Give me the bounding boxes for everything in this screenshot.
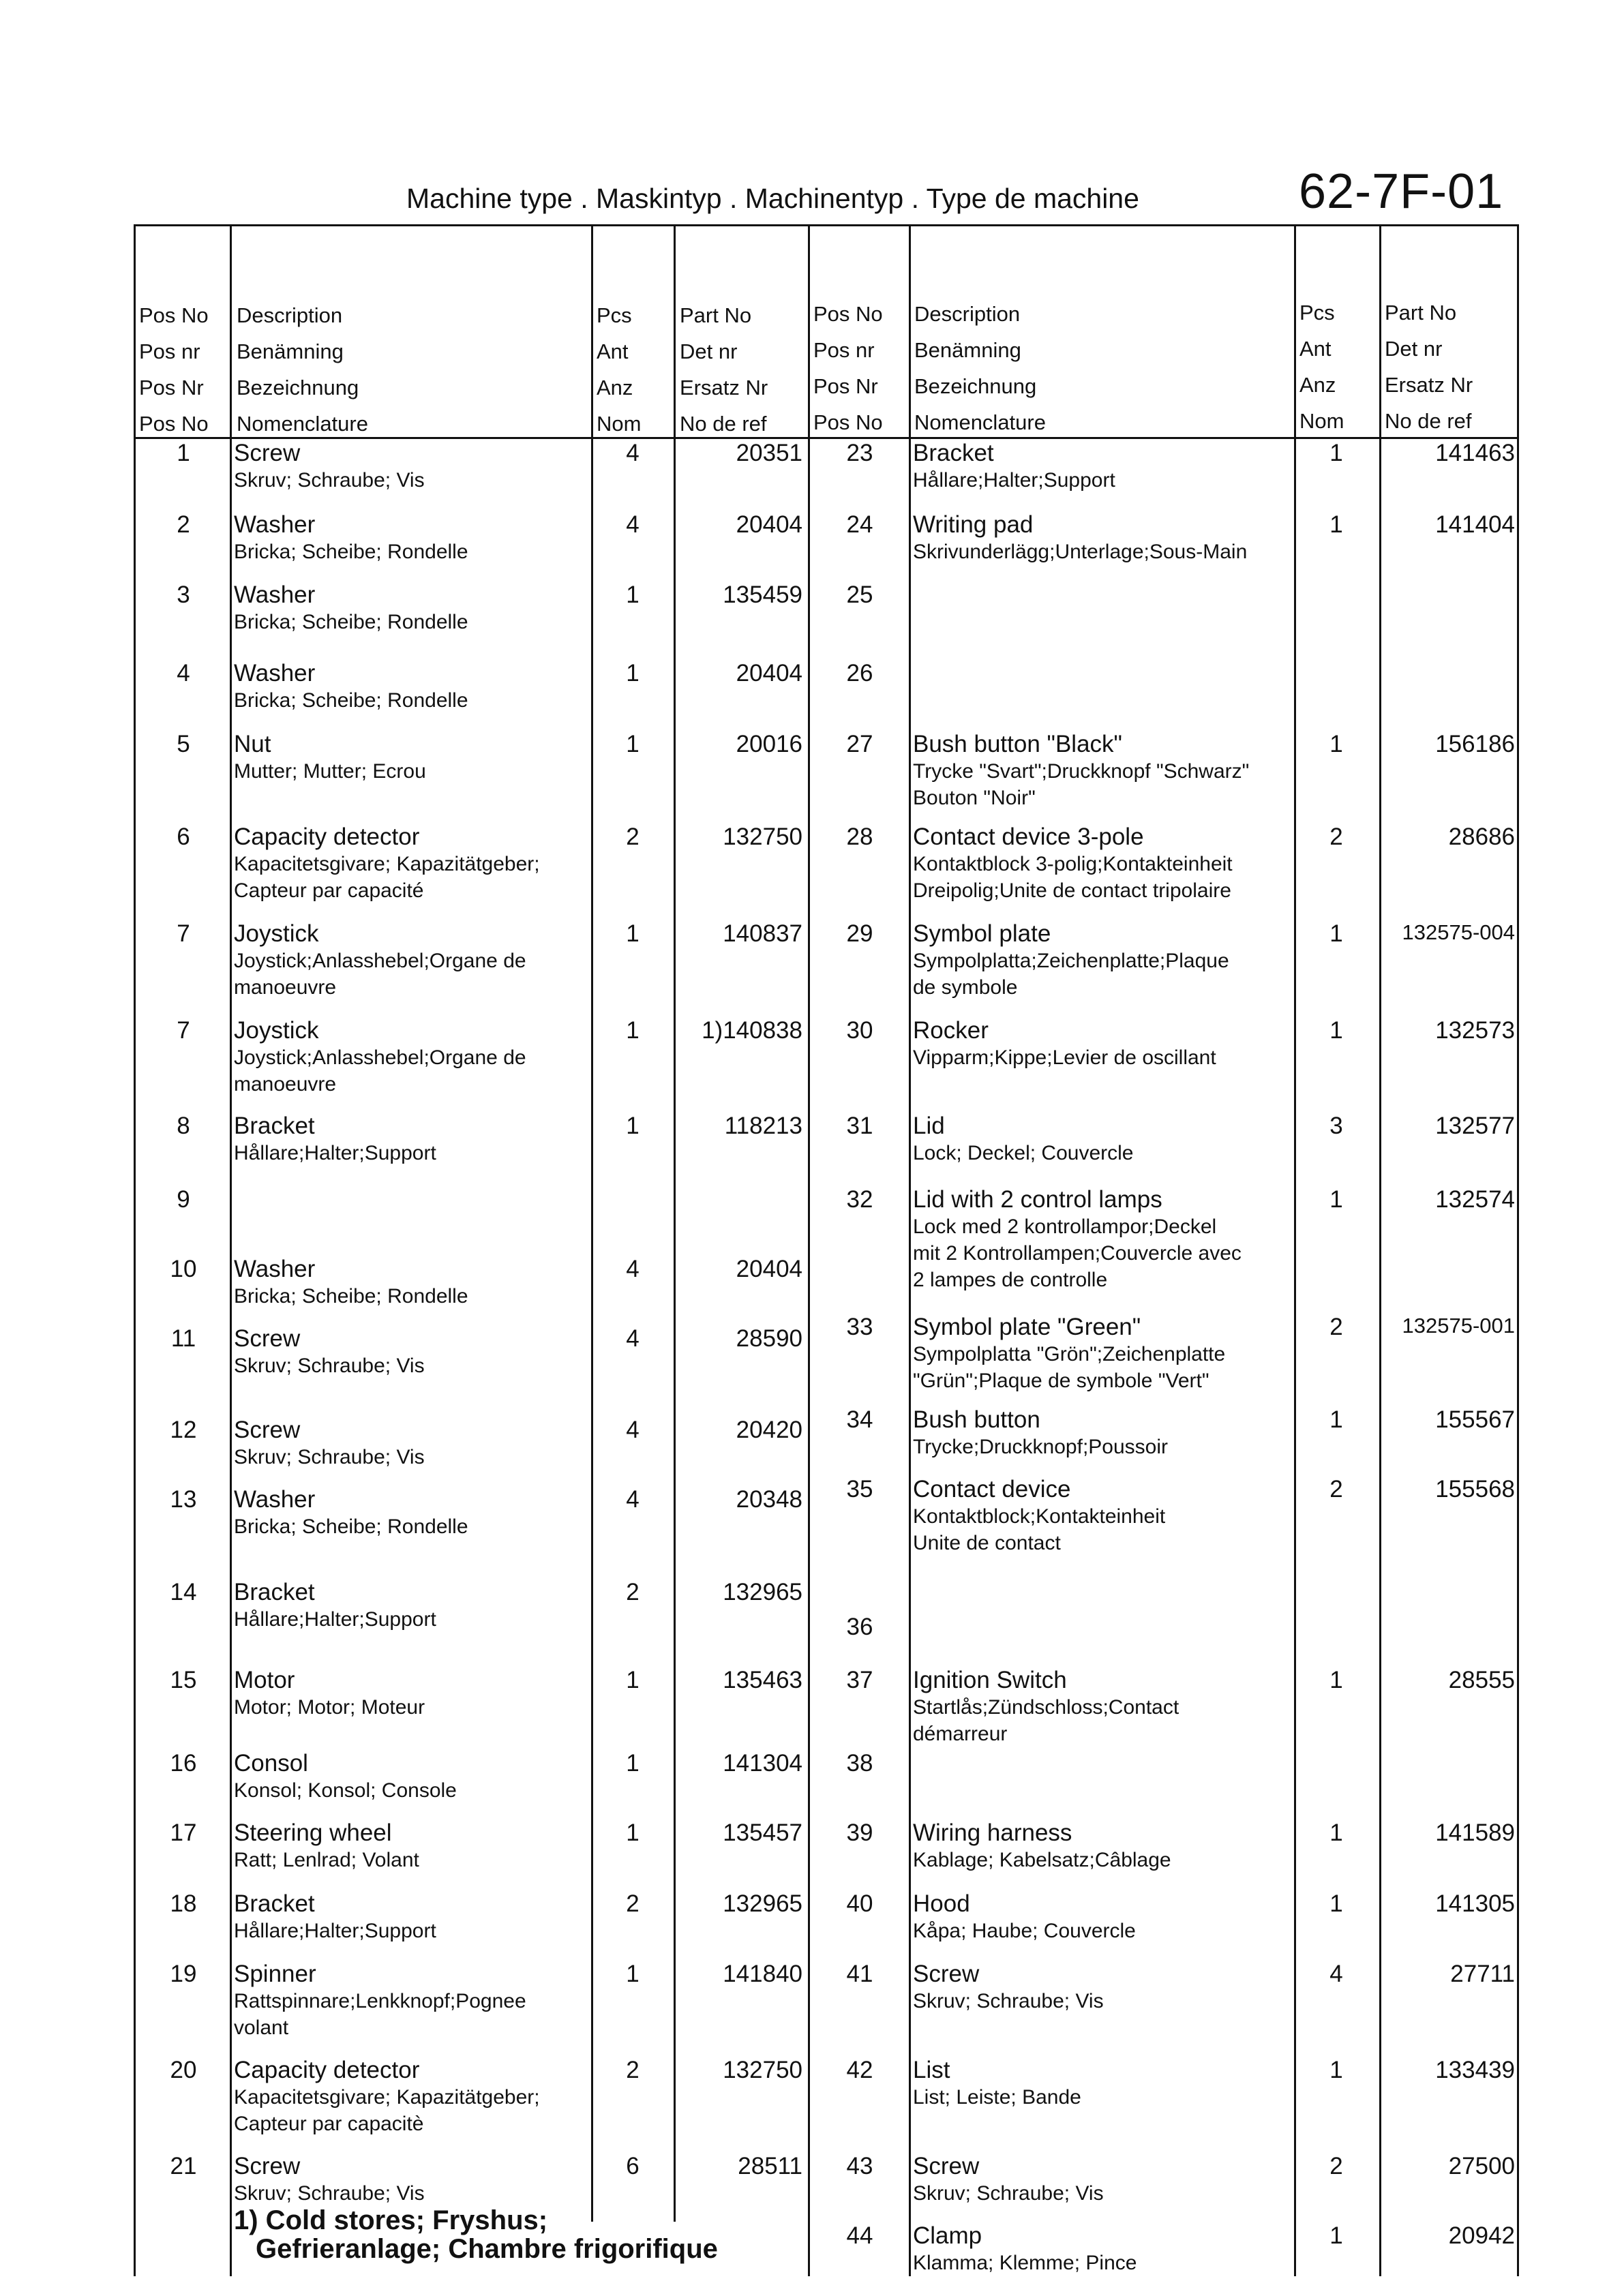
part-translation: Kapacitetsgivare; Kapazitätgeber; <box>234 2086 540 2109</box>
right-description <box>913 1186 1242 1293</box>
right-description <box>913 1017 1216 1071</box>
right-pos-number: 40 <box>846 1890 873 1917</box>
part-name: Bush button <box>913 1406 1040 1433</box>
part-translation: Motor; Motor; Moteur <box>234 1696 425 1719</box>
right-pieces: 2 <box>1329 1314 1343 1340</box>
part-name: Capacity detector <box>234 2057 420 2083</box>
right-pos-number: 39 <box>846 1819 873 1846</box>
part-translation: Rattspinnare;Lenkknopf;Pognee <box>234 1990 526 2012</box>
right-pos-number: 41 <box>846 1961 873 1987</box>
right-pieces: 1 <box>1329 1667 1343 1693</box>
left-pieces: 1 <box>626 1667 640 1693</box>
right-description <box>913 2057 1081 2111</box>
right-part-number: 132575-001 <box>1402 1314 1515 1338</box>
part-name: Bracket <box>234 1579 315 1605</box>
right-pos-number: 33 <box>846 1314 873 1340</box>
right-part-number: 132573 <box>1435 1017 1515 1044</box>
part-translation: Kontaktblock 3-polig;Kontakteinheit <box>913 853 1233 875</box>
part-name: Washer <box>234 511 316 538</box>
part-translation: Kontaktblock;Kontakteinheit <box>913 1505 1166 1528</box>
left-description <box>234 440 425 494</box>
part-translation: Konsol; Konsol; Console <box>234 1779 457 1802</box>
part-name: Writing pad <box>913 511 1034 538</box>
left-pos-number: 15 <box>170 1667 197 1693</box>
left-pos-number: 10 <box>170 1256 197 1282</box>
part-translation: Unite de contact <box>913 1532 1061 1554</box>
right-part-number: 141404 <box>1435 511 1515 538</box>
part-translation: Mutter; Mutter; Ecrou <box>234 760 426 783</box>
right-part-number: 156186 <box>1435 731 1515 757</box>
left-pos-number: 5 <box>177 731 190 757</box>
part-name: Lid <box>913 1113 945 1139</box>
right-pos-number: 29 <box>846 920 873 947</box>
right-pieces: 2 <box>1329 2153 1343 2179</box>
part-name: Spinner <box>234 1961 316 1987</box>
part-name: Screw <box>234 2153 301 2179</box>
left-part-number: 141304 <box>723 1750 802 1777</box>
left-pos-number: 19 <box>170 1961 197 1987</box>
part-name: Washer <box>234 1256 316 1282</box>
part-translation: Joystick;Anlasshebel;Organe de <box>234 950 526 972</box>
left-pos-number: 3 <box>177 581 190 608</box>
right-description <box>913 1476 1165 1556</box>
right-pieces: 1 <box>1329 1819 1343 1846</box>
footnote-line-2: Gefrieranlage; Chambre frigorifique <box>256 2234 718 2264</box>
border-right <box>1517 224 1519 2276</box>
left-pieces: 1 <box>626 731 640 757</box>
left-pos-number: 12 <box>170 1417 197 1443</box>
left-pieces: 2 <box>626 1579 640 1605</box>
left-description <box>234 1961 526 2041</box>
left-description <box>234 1417 425 1470</box>
right-pos-number: 32 <box>846 1186 873 1213</box>
left-pos-number: 21 <box>170 2153 197 2179</box>
right-part-number: 20942 <box>1448 2222 1515 2249</box>
right-pos-number: 28 <box>846 824 873 850</box>
right-pieces: 4 <box>1329 1961 1343 1987</box>
left-description <box>234 1750 457 1804</box>
left-description <box>234 581 468 635</box>
left-part-number: 132965 <box>723 1579 802 1605</box>
left-part-number: 1)140838 <box>702 1017 802 1044</box>
part-name: List <box>913 2057 950 2083</box>
right-part-number: 132577 <box>1435 1113 1515 1139</box>
part-translation: Vipparm;Kippe;Levier de oscillant <box>913 1046 1216 1069</box>
right-description <box>913 2222 1137 2276</box>
part-name: Nut <box>234 731 271 757</box>
left-description <box>234 1486 468 1540</box>
left-pieces: 4 <box>626 1417 640 1443</box>
border-left <box>134 224 136 2276</box>
part-translation: Bricka; Scheibe; Rondelle <box>234 541 468 563</box>
left-part-number: 132750 <box>723 2057 802 2083</box>
part-name: Bracket <box>234 1890 315 1917</box>
right-description <box>913 1406 1168 1460</box>
part-translation: volant <box>234 2016 289 2039</box>
part-translation: "Grün";Plaque de symbole "Vert" <box>913 1370 1209 1392</box>
part-translation: Sympolplatta "Grön";Zeichenplatte <box>913 1343 1226 1365</box>
right-pos-number: 31 <box>846 1113 873 1139</box>
left-pieces: 2 <box>626 824 640 850</box>
left-pieces: 6 <box>626 2153 640 2179</box>
divider-left-right <box>808 224 810 2276</box>
right-pieces: 1 <box>1329 1017 1343 1044</box>
part-translation: Sympolplatta;Zeichenplatte;Plaque <box>913 950 1229 972</box>
left-pieces: 4 <box>626 511 640 538</box>
part-name: Steering wheel <box>234 1819 392 1846</box>
divider-pcs-part-right <box>1379 224 1381 2276</box>
left-description <box>234 1667 425 1721</box>
machine-type-label: Machine type . Maskintyp . Machinentyp . Type de machine <box>406 183 1139 214</box>
part-translation: démarreur <box>913 1723 1008 1745</box>
right-pieces: 1 <box>1329 2057 1343 2083</box>
right-description <box>913 1314 1225 1394</box>
right-description <box>913 920 1229 1001</box>
left-pieces: 4 <box>626 1486 640 1513</box>
right-pos-number: 27 <box>846 731 873 757</box>
left-part-number: 20404 <box>736 511 802 538</box>
left-part-number: 20351 <box>736 440 802 466</box>
left-pieces: 1 <box>626 660 640 686</box>
left-pieces: 1 <box>626 920 640 947</box>
left-pieces: 1 <box>626 1819 640 1846</box>
part-translation: Skruv; Schraube; Vis <box>913 1990 1104 2012</box>
right-pos-number: 44 <box>846 2222 873 2249</box>
left-part-number: 140837 <box>723 920 802 947</box>
part-translation: Trycke "Svart";Druckknopf "Schwarz" <box>913 760 1250 783</box>
right-part-number: 132575-004 <box>1402 920 1515 944</box>
left-description <box>234 1325 425 1379</box>
part-translation: Dreipolig;Unite de contact tripolaire <box>913 879 1231 902</box>
part-name: Wiring harness <box>913 1819 1072 1846</box>
machine-code: 62-7F-01 <box>1299 164 1504 219</box>
part-translation: manoeuvre <box>234 976 337 999</box>
part-translation: Skruv; Schraube; Vis <box>913 2182 1104 2205</box>
part-name: Bush button "Black" <box>913 731 1122 757</box>
part-translation: Kablage; Kabelsatz;Câblage <box>913 1849 1171 1871</box>
left-pos-number: 9 <box>177 1186 190 1213</box>
left-description <box>234 731 426 785</box>
right-part-number: 27500 <box>1448 2153 1515 2179</box>
left-description <box>234 1890 436 1944</box>
left-pos-number: 7 <box>177 1017 190 1044</box>
left-part-number: 135457 <box>723 1819 802 1846</box>
left-pos-number: 17 <box>170 1819 197 1846</box>
part-translation: Joystick;Anlasshebel;Organe de <box>234 1046 526 1069</box>
left-pos-number: 20 <box>170 2057 197 2083</box>
left-pos-number: 4 <box>177 660 190 686</box>
right-description <box>913 1890 1136 1944</box>
left-pos-number: 16 <box>170 1750 197 1777</box>
right-part-number: 141463 <box>1435 440 1515 466</box>
header-part-right: Part No Det nr Ersatz Nr No de ref <box>1385 301 1473 433</box>
part-translation: Lock med 2 kontrollampor;Deckel <box>913 1215 1217 1238</box>
left-pieces: 4 <box>626 440 640 466</box>
right-pos-number: 38 <box>846 1750 873 1777</box>
part-translation: Ratt; Lenlrad; Volant <box>234 1849 419 1871</box>
right-description <box>913 1113 1133 1166</box>
left-part-number: 20404 <box>736 660 802 686</box>
right-part-number: 155568 <box>1435 1476 1515 1502</box>
right-description <box>913 731 1249 811</box>
right-description <box>913 1667 1179 1747</box>
left-description <box>234 1256 468 1310</box>
part-name: Joystick <box>234 1017 319 1044</box>
header-part-left: Part No Det nr Ersatz Nr No de ref <box>680 303 768 436</box>
header-pcs-right: Pcs Ant Anz Nom <box>1299 301 1344 433</box>
right-pos-number: 23 <box>846 440 873 466</box>
left-part-number: 141840 <box>723 1961 802 1987</box>
left-pos-number: 8 <box>177 1113 190 1139</box>
right-pos-number: 34 <box>846 1406 873 1433</box>
right-pieces: 1 <box>1329 2222 1343 2249</box>
left-description <box>234 2153 425 2207</box>
left-part-number: 28590 <box>736 1325 802 1352</box>
part-translation: List; Leiste; Bande <box>913 2086 1081 2109</box>
left-part-number: 20404 <box>736 1256 802 1282</box>
right-part-number: 28555 <box>1448 1667 1515 1693</box>
part-translation: Skruv; Schraube; Vis <box>234 1355 425 1377</box>
part-translation: Bouton "Noir" <box>913 787 1036 809</box>
left-part-number: 135463 <box>723 1667 802 1693</box>
left-pieces: 2 <box>626 2057 640 2083</box>
part-translation: Hållare;Halter;Support <box>234 1920 436 1942</box>
left-pos-number: 6 <box>177 824 190 850</box>
left-part-number: 20016 <box>736 731 802 757</box>
right-pos-number: 25 <box>846 581 873 608</box>
part-name: Screw <box>913 1961 980 1987</box>
left-part-number: 20348 <box>736 1486 802 1513</box>
part-name: Lid with 2 control lamps <box>913 1186 1162 1213</box>
part-translation: Bricka; Scheibe; Rondelle <box>234 689 468 712</box>
header-description-left: Description Benämning Bezeichnung Nomenclature <box>237 303 368 436</box>
divider-desc-pcs-right <box>1294 224 1296 2276</box>
footnote <box>234 2206 718 2263</box>
right-part-number: 133439 <box>1435 2057 1515 2083</box>
part-translation: Bricka; Scheibe; Rondelle <box>234 1285 468 1308</box>
left-part-number: 28511 <box>738 2153 802 2179</box>
part-name: Rocker <box>913 1017 989 1044</box>
part-translation: Skrivunderlägg;Unterlage;Sous-Main <box>913 541 1248 563</box>
part-name: Hood <box>913 1890 970 1917</box>
part-translation: Klamma; Klemme; Pince <box>913 2252 1137 2274</box>
left-part-number: 118213 <box>724 1113 802 1139</box>
right-description <box>913 1819 1171 1873</box>
left-pieces: 1 <box>626 1113 640 1139</box>
left-pieces: 1 <box>626 581 640 608</box>
part-translation: manoeuvre <box>234 1073 337 1096</box>
right-pieces: 1 <box>1329 440 1343 466</box>
part-name: Contact device 3-pole <box>913 824 1144 850</box>
part-name: Clamp <box>913 2222 982 2249</box>
left-description <box>234 660 468 714</box>
left-description <box>234 920 526 1001</box>
part-name: Consol <box>234 1750 308 1777</box>
right-pieces: 2 <box>1329 824 1343 850</box>
right-pieces: 3 <box>1329 1113 1343 1139</box>
part-translation: Skruv; Schraube; Vis <box>234 469 425 492</box>
part-translation: Lock; Deckel; Couvercle <box>913 1142 1134 1164</box>
part-translation: Capteur par capacitè <box>234 2113 424 2135</box>
right-pieces: 1 <box>1329 511 1343 538</box>
footnote-line-1: 1) Cold stores; Fryshus; <box>234 2205 548 2235</box>
part-name: Bracket <box>234 1113 315 1139</box>
part-translation: Bricka; Scheibe; Rondelle <box>234 1515 468 1538</box>
table-top-border <box>134 224 1519 226</box>
left-description <box>234 1819 419 1873</box>
right-pieces: 1 <box>1329 920 1343 947</box>
right-pos-number: 37 <box>846 1667 873 1693</box>
left-description <box>234 511 468 565</box>
right-pieces: 1 <box>1329 731 1343 757</box>
right-description <box>913 1961 1104 2014</box>
right-description <box>913 440 1115 494</box>
part-name: Capacity detector <box>234 824 420 850</box>
part-name: Washer <box>234 660 316 686</box>
part-translation: Startlås;Zündschloss;Contact <box>913 1696 1179 1719</box>
part-translation: Trycke;Druckknopf;Poussoir <box>913 1436 1169 1458</box>
right-pieces: 1 <box>1329 1186 1343 1213</box>
right-pos-number: 43 <box>846 2153 873 2179</box>
header-description-right: Description Benämning Bezeichnung Nomenclature <box>914 302 1046 434</box>
left-pos-number: 13 <box>170 1486 197 1513</box>
left-pos-number: 2 <box>177 511 190 538</box>
left-description <box>234 2057 540 2137</box>
part-translation: Kapacitetsgivare; Kapazitätgeber; <box>234 853 540 875</box>
divider-pcs-part-left <box>674 224 676 2222</box>
part-name: Contact device <box>913 1476 1071 1502</box>
left-pos-number: 14 <box>170 1579 197 1605</box>
part-name: Ignition Switch <box>913 1667 1067 1693</box>
right-pos-number: 26 <box>846 660 873 686</box>
right-part-number: 27711 <box>1450 1961 1515 1987</box>
part-name: Symbol plate "Green" <box>913 1314 1141 1340</box>
left-pieces: 2 <box>626 1890 640 1917</box>
part-name: Screw <box>913 2153 980 2179</box>
part-translation: Skruv; Schraube; Vis <box>234 1446 425 1468</box>
part-translation: Capteur par capacité <box>234 879 424 902</box>
part-translation: 2 lampes de controlle <box>913 1269 1108 1291</box>
left-pos-number: 11 <box>170 1325 196 1352</box>
right-pos-number: 30 <box>846 1017 873 1044</box>
header-pcs-left: Pcs Ant Anz Nom <box>597 303 642 436</box>
part-name: Screw <box>234 1325 301 1352</box>
left-pieces: 1 <box>626 1961 640 1987</box>
left-description <box>234 1113 436 1166</box>
part-translation: Hållare;Halter;Support <box>913 469 1115 492</box>
divider-pos-desc-right <box>909 224 911 2276</box>
right-description <box>913 824 1233 904</box>
right-pieces: 1 <box>1329 1406 1343 1433</box>
part-name: Symbol plate <box>913 920 1051 947</box>
left-description <box>234 824 540 904</box>
right-pieces: 1 <box>1329 1890 1343 1917</box>
divider-desc-pcs-left <box>591 224 593 2222</box>
right-part-number: 155567 <box>1435 1406 1515 1433</box>
left-pieces: 4 <box>626 1256 640 1282</box>
left-pieces: 4 <box>626 1325 640 1352</box>
part-name: Joystick <box>234 920 319 947</box>
part-translation: Hållare;Halter;Support <box>234 1142 436 1164</box>
left-description <box>234 1579 436 1633</box>
part-translation: Bricka; Scheibe; Rondelle <box>234 611 468 633</box>
part-name: Washer <box>234 1486 316 1513</box>
right-pos-number: 24 <box>846 511 873 538</box>
part-translation: Hållare;Halter;Support <box>234 1608 436 1631</box>
left-pieces: 1 <box>626 1017 640 1044</box>
left-part-number: 132965 <box>723 1890 802 1917</box>
part-translation: mit 2 Kontrollampen;Couvercle avec <box>913 1242 1242 1265</box>
right-part-number: 132574 <box>1435 1186 1515 1213</box>
part-translation: de symbole <box>913 976 1018 999</box>
part-name: Bracket <box>913 440 994 466</box>
right-part-number: 28686 <box>1448 824 1515 850</box>
part-name: Screw <box>234 1417 301 1443</box>
left-part-number: 135459 <box>723 581 802 608</box>
right-part-number: 141589 <box>1435 1819 1515 1846</box>
right-description <box>913 2153 1104 2207</box>
right-description <box>913 511 1247 565</box>
left-pos-number: 18 <box>170 1890 197 1917</box>
left-part-number: 20420 <box>736 1417 802 1443</box>
left-pos-number: 1 <box>177 440 190 466</box>
header-pos-left: Pos No Pos nr Pos Nr Pos No <box>139 303 209 436</box>
part-translation: Kåpa; Haube; Couvercle <box>913 1920 1136 1942</box>
right-pieces: 2 <box>1329 1476 1343 1502</box>
right-pos-number: 36 <box>846 1614 873 1640</box>
divider-pos-desc-left <box>230 224 232 2276</box>
left-part-number: 132750 <box>723 824 802 850</box>
part-name: Washer <box>234 581 316 608</box>
header-pos-right: Pos No Pos nr Pos Nr Pos No <box>813 302 883 434</box>
part-translation: Skruv; Schraube; Vis <box>234 2182 425 2205</box>
left-description <box>234 1017 526 1098</box>
left-pieces: 1 <box>626 1750 640 1777</box>
right-pos-number: 42 <box>846 2057 873 2083</box>
left-pos-number: 7 <box>177 920 190 947</box>
part-name: Screw <box>234 440 301 466</box>
part-name: Motor <box>234 1667 295 1693</box>
right-pos-number: 35 <box>846 1476 873 1502</box>
right-part-number: 141305 <box>1435 1890 1515 1917</box>
